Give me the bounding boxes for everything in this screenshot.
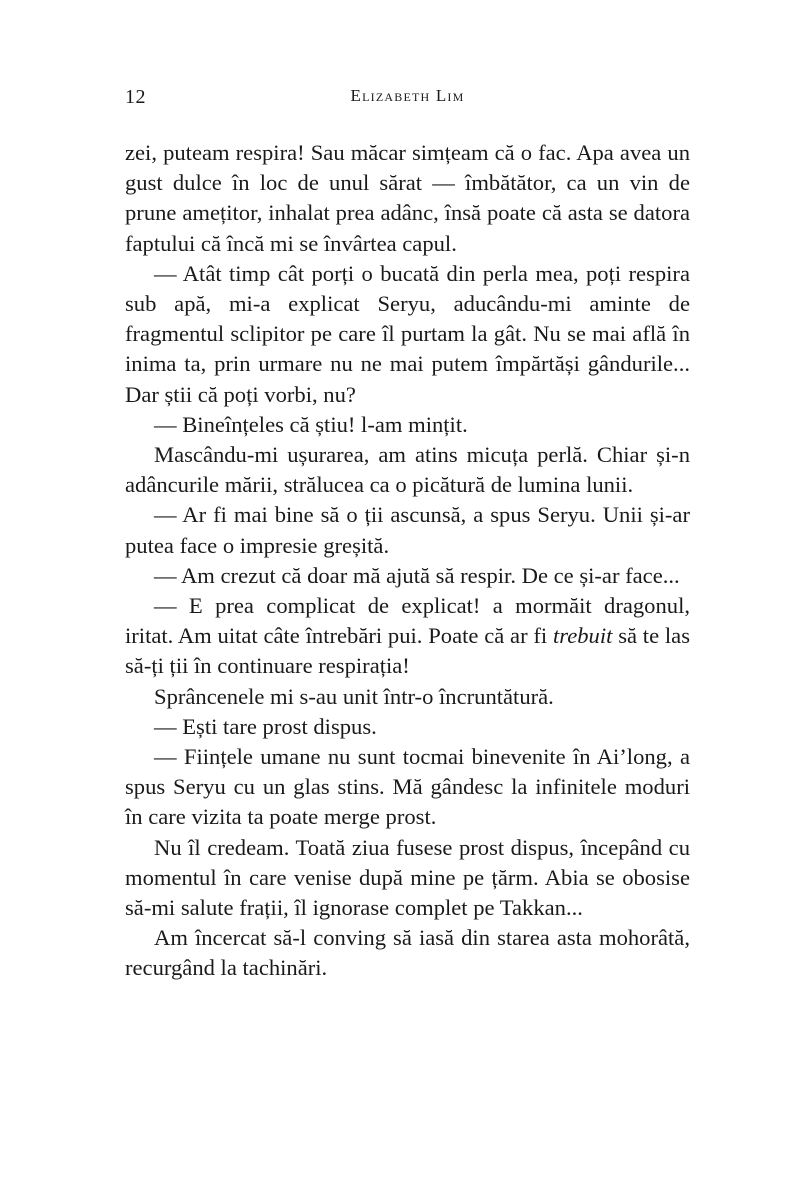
paragraph-text: să te las să-ți ții în continuare respirația! [125,623,690,679]
paragraph: — Ești tare prost dispus. [154,713,377,739]
text-body [125,138,690,984]
paragraph: Nu îl credeam. Toată ziua fusese prost dispus, începând cu momentul în care venise după mine pe țărm. Abia se obosise să-mi salute frații, îl ignorase complet pe Takkan... [125,834,690,921]
paragraph: Sprâncenele mi s-au unit într-o încruntătură. [154,683,554,709]
page-number: 12 [125,86,146,108]
paragraph: zei, puteam respira! Sau măcar simțeam că o fac. Apa avea un gust dulce în loc de unul sărat — îmbătător, ca un vin de prune amețitor, inhalat prea adânc, însă poate că asta se datora faptului că încă mi se învârtea capul. [125,140,690,256]
running-header [125,86,690,116]
paragraph: Am încercat să-l conving să iasă din starea asta mohorâtă, recurgând la tachinări. [125,925,690,981]
paragraph: — Atât timp cât porți o bucată din perla mea, poți respira sub apă, mi-a explicat Seryu, aducându-mi aminte de fragmentul sclipitor pe care îl purtam la gât. Nu se mai află în inima ta, prin urmare nu ne mai putem împărtăși gândurile... Dar știi că poți vorbi, nu? [125,260,690,407]
paragraph-text: — E prea complicat de explicat! a mormăit dragonul, iritat. Am uitat câte întrebări pui. Poate că ar fi [125,593,690,649]
running-title-author: Elizabeth Lim [350,86,465,105]
paragraph: — Ar fi mai bine să o ții ascunsă, a spus Seryu. Unii și-ar putea face o impresie greșită. [125,502,690,558]
book-page [125,0,690,1200]
paragraph: Mascându-mi ușurarea, am atins micuța perlă. Chiar și-n adâncurile mării, strălucea ca o picătură de lumina lunii. [125,442,690,498]
paragraph: — Ființele umane nu sunt tocmai binevenite în Ai’long, a spus Seryu cu un glas stins. Mă gândesc la infinitele moduri în care vizita ta poate merge prost. [125,744,690,830]
paragraph: — Bineînțeles că știu! l-am mințit. [154,411,468,437]
paragraph [125,591,690,682]
emphasis-word: trebuit [552,623,613,649]
paragraph: — Am crezut că doar mă ajută să respir. De ce și-ar face... [154,562,680,588]
